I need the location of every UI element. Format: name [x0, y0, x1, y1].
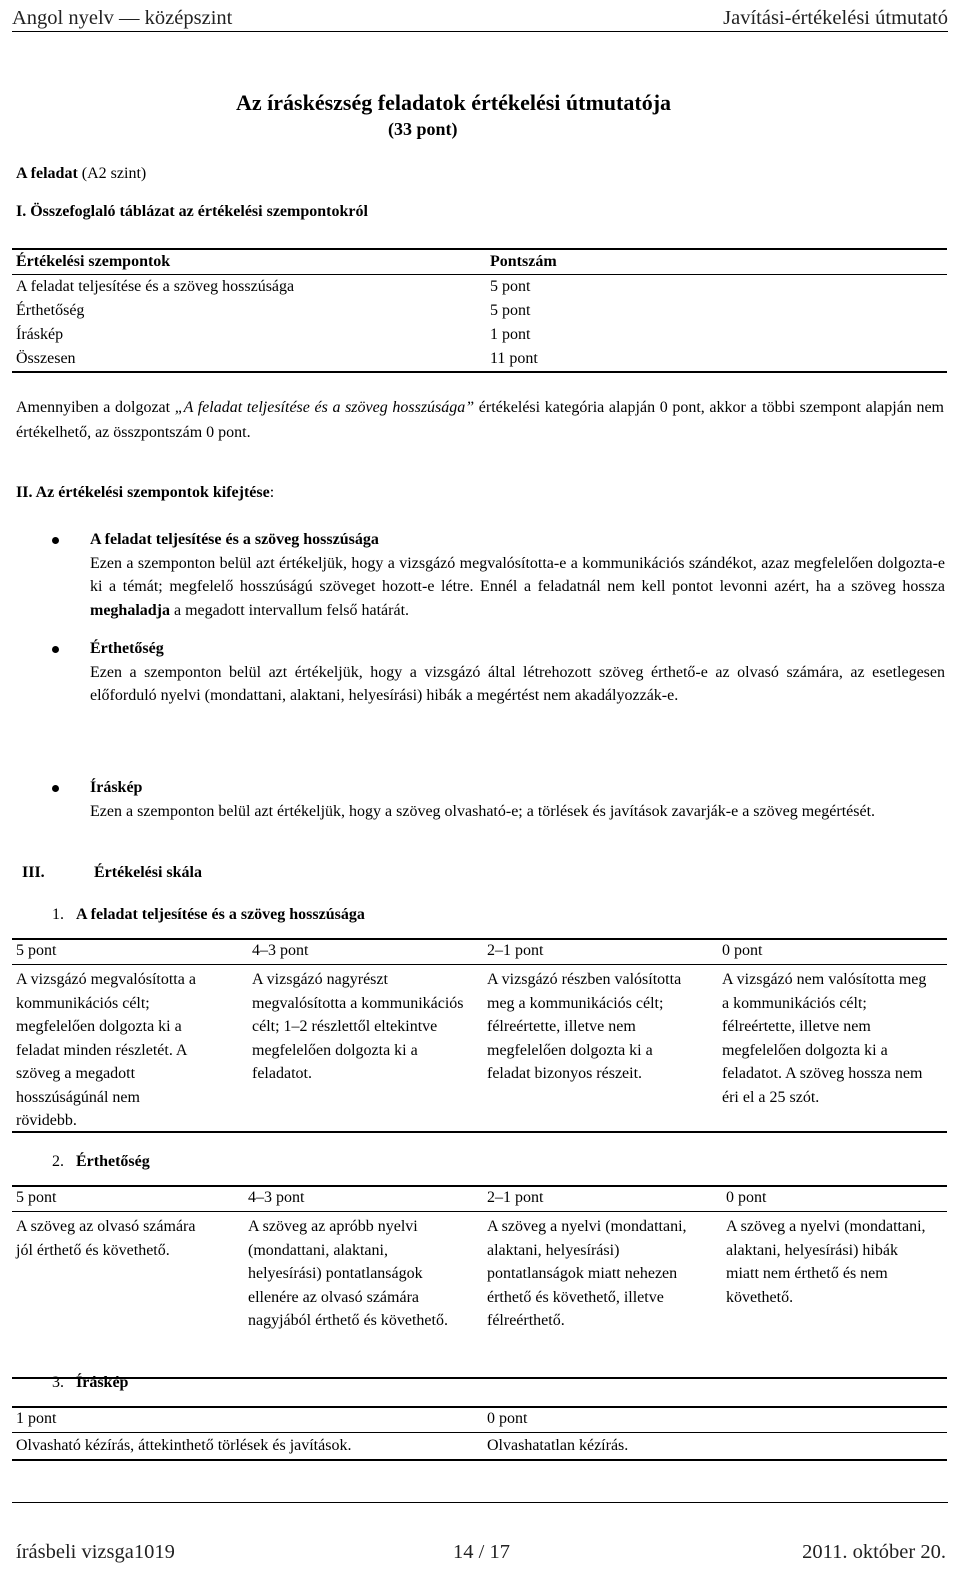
criterion-bold-word: meghaladja [90, 601, 170, 619]
bullet-icon [52, 646, 59, 653]
section2-title-text: II. Az értékelési szempontok kifejtése [16, 484, 270, 501]
scale-header-cell: 4–3 pont [252, 942, 309, 959]
scale-title: Íráskép [76, 1374, 129, 1391]
scale-header-cell: 5 pont [16, 1189, 57, 1206]
scale3-heading [52, 1374, 128, 1392]
table-row [12, 275, 947, 300]
criterion-handwriting [90, 776, 945, 823]
criterion-text: Ezen a szemponton belül azt értékeljük, hogy a szöveg olvasható-e; a törlések és javítások zavarják-e a szöveg megértését. [90, 802, 876, 820]
criterion-text: Ezen a szemponton belül azt értékeljük, hogy a vizsgázó által létrehozott szöveg érthető-e az olvasó számára, az esetlegesen előforduló nyelvi (mondattani, alaktani, helyesírási) hibák a megértést nem akadályozzák-e. [90, 663, 945, 704]
header-rule [12, 31, 948, 32]
criterion-title: Érthetőség [90, 640, 164, 657]
total-points: (33 pont) [388, 119, 458, 139]
section2-title [16, 484, 274, 502]
summary-points: 1 pont [490, 326, 531, 343]
scale-number: 2. [52, 1153, 64, 1170]
summary-header-criteria: Értékelési szempontok [12, 249, 486, 275]
scale-header-cell: 0 pont [726, 1189, 767, 1206]
scale-cell: A szöveg a nyelvi (mondattani, alaktani, helyesírási) hibák miatt nem érthető és nem követhető. [726, 1218, 926, 1306]
summary-points: 5 pont [490, 302, 531, 319]
scale-header-cell: 0 pont [487, 1410, 528, 1427]
summary-points: 5 pont [490, 278, 531, 295]
page-title: Az íráskészség feladatok értékelési útmutatója [236, 90, 672, 115]
page-header [12, 0, 948, 30]
scale1-heading [52, 906, 365, 924]
summary-header-points: Pontszám [486, 249, 947, 275]
scale-cell: Olvasható kézírás, áttekinthető törlések és javítások. [16, 1437, 352, 1454]
scale-header-cell: 0 pont [722, 942, 763, 959]
note-after: értékelési kategória alapján 0 pont, akkor a többi szempont alapján nem értékelhető, az összpontszám 0 pont. [16, 399, 944, 441]
scale-number: 3. [52, 1374, 64, 1391]
scale-number: 1. [52, 906, 64, 923]
scale-body-row [12, 965, 947, 1133]
scale-header-cell: 2–1 pont [487, 1189, 544, 1206]
task-name: A feladat [16, 165, 78, 182]
summary-total-label: Összesen [12, 347, 486, 372]
scale2-table [12, 1185, 947, 1379]
header-left: Angol nyelv — középszint [12, 7, 233, 29]
scale-header-cell: 1 pont [16, 1410, 57, 1427]
criterion-task-completion [90, 528, 945, 622]
summary-total-points: 11 pont [486, 347, 947, 372]
scale-header-row [12, 1406, 947, 1433]
note-italic: „A feladat teljesítése és a szöveg hosszúsága” [174, 399, 475, 416]
section3-title-text: Értékelési skála [94, 864, 202, 881]
table-row [12, 299, 947, 323]
scale-cell: A vizsgázó nagyrészt megvalósította a kommunikációs célt; 1–2 részlettől eltekintve megfelelően dolgozta ki a feladatot. [252, 971, 464, 1082]
summary-criterion: A feladat teljesítése és a szöveg hosszúsága [16, 278, 295, 295]
scale-cell: A szöveg az olvasó számára jól érthető és követhető. [16, 1218, 196, 1259]
scale-cell: A vizsgázó megvalósította a kommunikációs célt; megfelelően dolgozta ki a feladat minden részletét. A szöveg a megadott hosszúságúnál nem rövidebb. [16, 971, 196, 1129]
header-right: Javítási-értékelési útmutató [723, 7, 948, 29]
scale-cell: A szöveg az apróbb nyelvi (mondattani, alaktani, helyesírási) pontatlanságok ellenére az olvasó számára nagyjából érthető és követhető. [248, 1218, 448, 1329]
criterion-text: Ezen a szemponton belül azt értékeljük, hogy a vizsgázó megvalósította-e a kommunikációs szándékot, azaz megfelelően dolgozta-e ki a témát; megfelelő hosszúságú szöveget hozott-e létre. Ennél a feladatnál nem kell pontot levonni azért, ha a szöveg hossza [90, 554, 945, 595]
footer-rule [12, 1502, 948, 1503]
scale-header-row [12, 1185, 947, 1212]
summary-criterion: Íráskép [16, 326, 64, 343]
note-before: Amennyiben a dolgozat [16, 399, 175, 416]
scale3-table [12, 1406, 947, 1461]
summary-header-row [12, 249, 947, 275]
bullet-icon [52, 785, 59, 792]
scale-header-cell: 4–3 pont [248, 1189, 305, 1206]
scale2-heading [52, 1153, 150, 1171]
scale-header-cell: 2–1 pont [487, 942, 544, 959]
scale-body-row [12, 1433, 947, 1461]
section3-number: III. [22, 864, 45, 881]
scale-body-row [12, 1212, 947, 1379]
table-row [12, 323, 947, 347]
scale-cell: A szöveg a nyelvi (mondattani, alaktani, helyesírási) pontatlanságok miatt nehezen érthető és követhető, illetve félreérthető. [487, 1218, 687, 1329]
table-row [12, 347, 947, 372]
section3-title [22, 864, 202, 882]
zero-point-note [16, 395, 944, 445]
criterion-title: Íráskép [90, 779, 143, 796]
summary-table [12, 248, 947, 373]
page-number: 14 / 17 [453, 1541, 510, 1563]
scale-title: Érthetőség [76, 1153, 150, 1170]
scale1-table [12, 938, 947, 1133]
scale-title: A feladat teljesítése és a szöveg hosszúsága [76, 906, 365, 923]
summary-criterion: Érthetőség [16, 302, 85, 319]
task-label [16, 165, 146, 183]
scale-header-row [12, 938, 947, 965]
scale-header-cell: 5 pont [16, 942, 57, 959]
bullet-icon [52, 537, 59, 544]
section1-title: I. Összefoglaló táblázat az értékelési szempontokról [16, 203, 368, 220]
footer-exam-id: írásbeli vizsga1019 [16, 1541, 175, 1563]
scale-cell: Olvashatatlan kézírás. [487, 1437, 629, 1454]
scale-cell: A vizsgázó nem valósította meg a kommunikációs célt; félreértette, illetve nem megfelelően dolgozta ki a feladatot. A szöveg hossza nem éri el a 25 szót. [722, 971, 927, 1106]
footer-date: 2011. október 20. [802, 1541, 946, 1563]
criterion-title: A feladat teljesítése és a szöveg hosszúsága [90, 531, 379, 548]
section2-colon: : [269, 484, 275, 501]
criterion-comprehensibility [90, 637, 945, 708]
criterion-text-end: a megadott intervallum felső határát. [170, 601, 410, 619]
task-level: (A2 szint) [77, 165, 147, 182]
scale-cell: A vizsgázó részben valósította meg a kommunikációs célt; félreértette, illetve nem megfelelően dolgozta ki a feladat bizonyos részeit. [487, 971, 682, 1082]
